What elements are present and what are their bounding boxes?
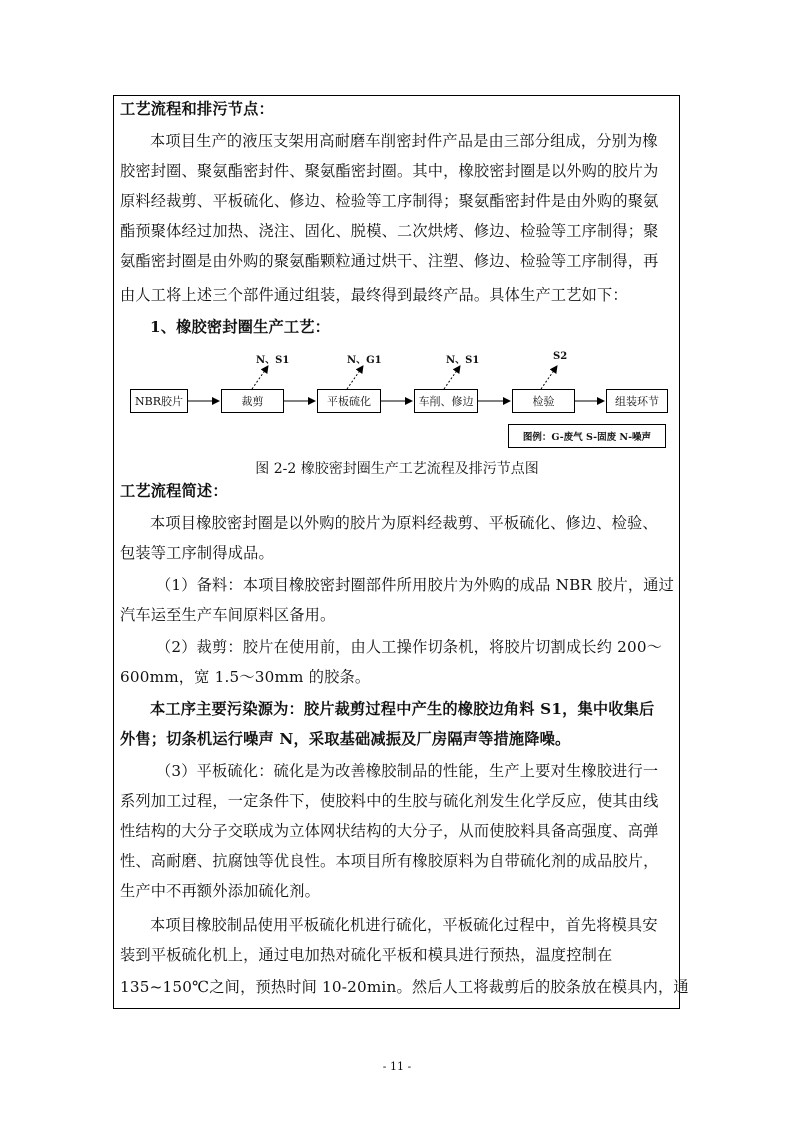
vulcan-line-8: 135~150℃之间，预热时间 10-20min。然后人工将裁剪后的胶条放在模具内，通 xyxy=(120,978,689,996)
figure-caption: 图 2-2 橡胶密封圈生产工艺流程及排污节点图 xyxy=(255,461,539,477)
brief-line-3: （1）备料：本项目橡胶密封圈部件所用胶片为外购的成品 NBR 胶片，通过 xyxy=(156,576,675,594)
flow-box-nbr: NBR胶片 xyxy=(130,389,188,413)
page-number: - 11 - xyxy=(382,1060,412,1073)
sub-heading: 1、橡胶密封圈生产工艺： xyxy=(150,318,331,336)
pollution-line-2: 外售；切条机运行噪声 N，采取基础减振及厂房隔声等措施降噪。 xyxy=(120,730,571,748)
emission-label-2: N、G1 xyxy=(347,355,382,366)
vulcan-line-2: 系列加工过程，一定条件下，使胶料中的生胶与硫化剂发生化学反应，使其由线 xyxy=(120,792,659,810)
intro-line-4: 酯预聚体经过加热、浇注、固化、脱模、二次烘烤、修边、检验等工序制得；聚 xyxy=(120,222,659,240)
flow-box-cut: 裁剪 xyxy=(221,389,284,413)
intro-line-2: 胶密封圈、聚氨酯密封件、聚氨酯密封圈。其中，橡胶密封圈是以外购的胶片为 xyxy=(120,162,659,180)
brief-heading: 工艺流程简述： xyxy=(120,482,228,500)
vulcan-line-6: 本项目橡胶制品使用平板硫化机进行硫化，平板硫化过程中，首先将模具安 xyxy=(150,916,658,934)
brief-line-4: 汽车运至生产车间原料区备用。 xyxy=(120,606,336,624)
intro-line-3: 原料经裁剪、平板硫化、修边、检验等工序制得；聚氨酯密封件是由外购的聚氨 xyxy=(120,192,659,210)
brief-line-1: 本项目橡胶密封圈是以外购的胶片为原料经裁剪、平板硫化、修边、检验、 xyxy=(150,514,658,532)
vulcan-line-3: 性结构的大分子交联成为立体网状结构的大分子，从而使胶料具备高强度、高弹 xyxy=(120,822,659,840)
vulcan-line-4: 性、高耐磨、抗腐蚀等优良性。本项目所有橡胶原料为自带硫化剂的成品胶片， xyxy=(120,852,659,870)
brief-line-2: 包装等工序制得成品。 xyxy=(120,544,274,562)
section-heading: 工艺流程和排污节点： xyxy=(120,100,274,118)
flow-box-trim: 车削、修边 xyxy=(414,389,478,413)
flow-box-inspect: 检验 xyxy=(512,389,575,413)
flow-box-assembly: 组装环节 xyxy=(606,389,668,413)
emission-label-1: N、S1 xyxy=(256,355,290,366)
emission-label-4: S2 xyxy=(553,351,568,362)
brief-line-6: 600mm，宽 1.5～30mm 的胶条。 xyxy=(120,668,371,686)
flow-legend: 图例：G-废气 S-固废 N-噪声 xyxy=(508,424,666,448)
brief-line-5: （2）裁剪：胶片在使用前，由人工操作切条机，将胶片切割成长约 200～ xyxy=(156,638,663,656)
vulcan-line-5: 生产中不再额外添加硫化剂。 xyxy=(120,882,321,900)
emission-label-3: N、S1 xyxy=(446,355,480,366)
intro-line-5: 氨酯密封圈是由外购的聚氨酯颗粒通过烘干、注塑、修边、检验等工序制得，再 xyxy=(120,252,659,270)
vulcan-line-7: 装到平板硫化机上，通过电加热对硫化平板和模具进行预热，温度控制在 xyxy=(120,946,613,964)
flow-box-vulcanize: 平板硫化 xyxy=(317,389,381,413)
intro-line-6: 由人工将上述三个部件通过组装，最终得到最终产品。具体生产工艺如下： xyxy=(120,286,628,304)
vulcan-line-1: （3）平板硫化：硫化是为改善橡胶制品的性能，生产上要对生橡胶进行一 xyxy=(156,762,659,780)
intro-line-1: 本项目生产的液压支架用高耐磨车削密封件产品是由三部分组成，分别为橡 xyxy=(150,132,658,150)
pollution-line-1: 本工序主要污染源为：胶片裁剪过程中产生的橡胶边角料 S1，集中收集后 xyxy=(150,700,655,718)
